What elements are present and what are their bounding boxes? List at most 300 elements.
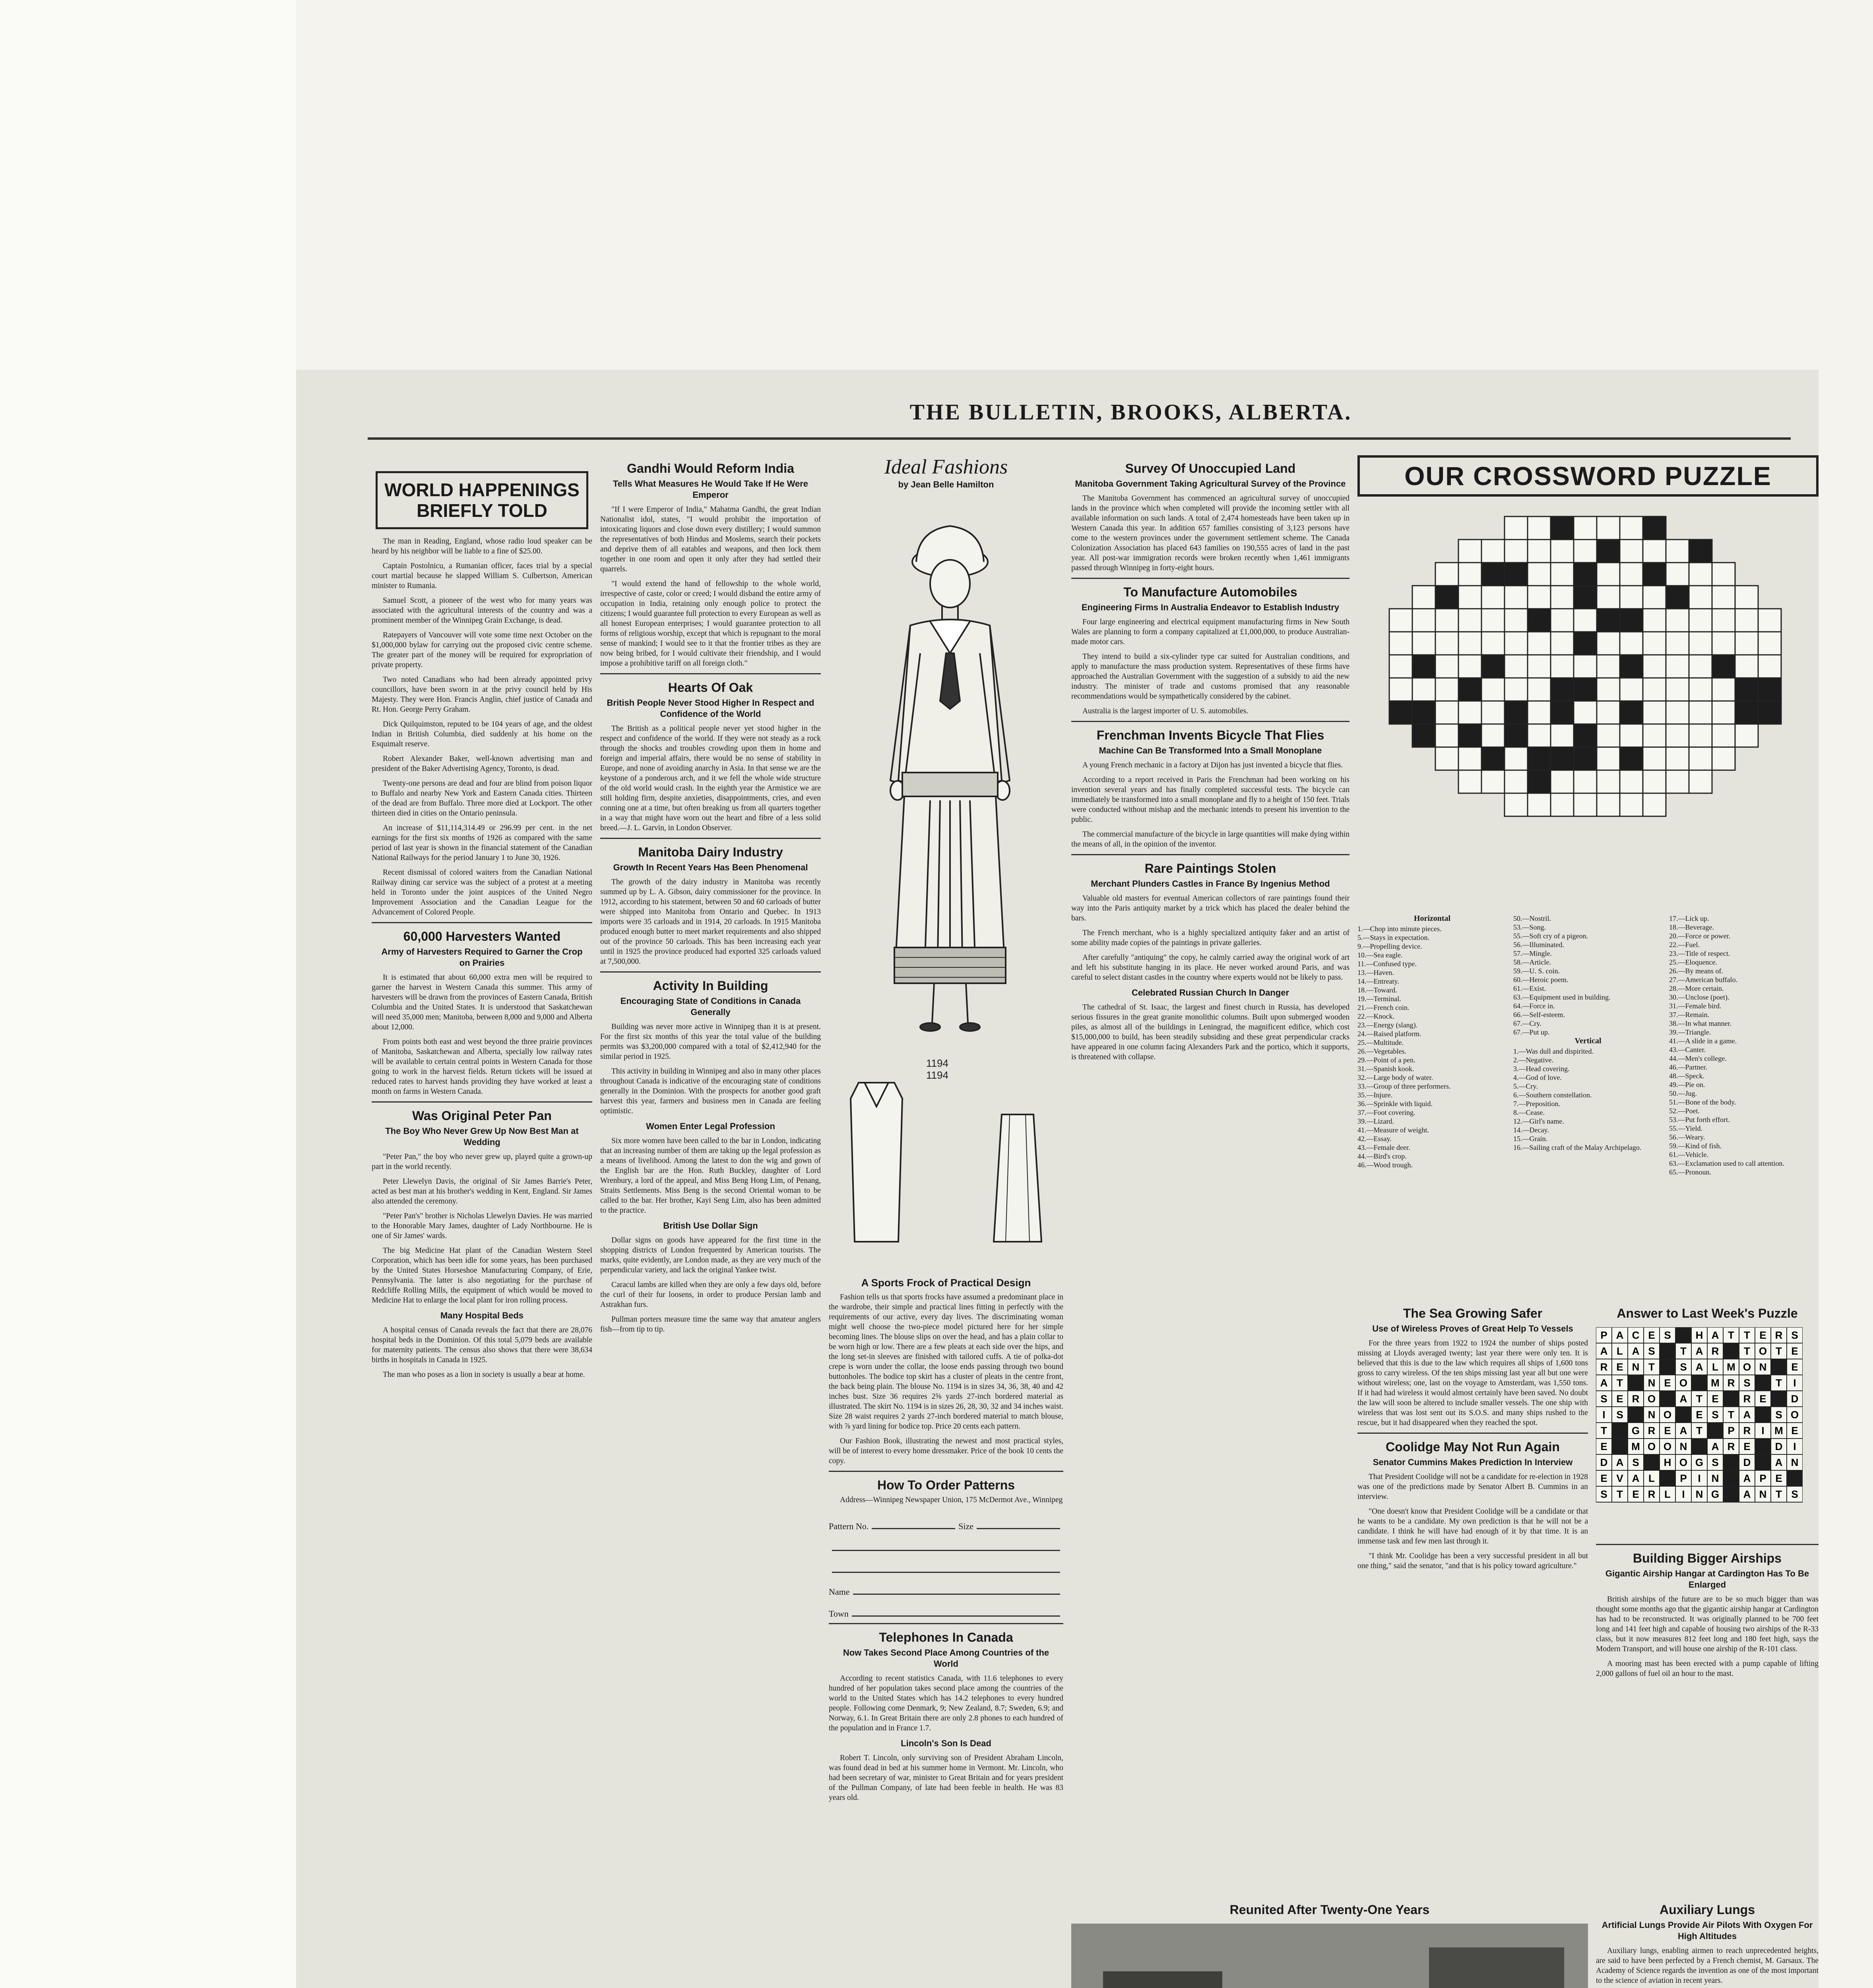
crossword-cell[interactable] — [1435, 747, 1458, 770]
crossword-cell[interactable] — [1505, 770, 1528, 793]
name-field[interactable] — [853, 1594, 1060, 1595]
article-divider — [829, 1471, 1063, 1472]
crossword-cell[interactable] — [1528, 632, 1551, 655]
crossword-cell[interactable] — [1458, 609, 1481, 632]
crossword-cell[interactable] — [1528, 724, 1551, 747]
blank-line[interactable] — [832, 1550, 1060, 1551]
crossword-cell[interactable] — [1620, 586, 1643, 609]
crossword-cell[interactable] — [1505, 632, 1528, 655]
crossword-block — [1551, 678, 1574, 701]
crossword-grid-area — [1357, 501, 1811, 914]
crossword-cell[interactable] — [1505, 793, 1528, 816]
crossword-block — [1551, 701, 1574, 724]
crossword-cell[interactable] — [1666, 747, 1689, 770]
answer-letter: T — [1728, 1408, 1734, 1421]
crossword-cell[interactable] — [1689, 563, 1712, 586]
crossword-cell[interactable] — [1666, 632, 1689, 655]
crossword-clue: 11.—Confused type. — [1357, 960, 1417, 968]
crossword-cell[interactable] — [1435, 655, 1458, 678]
crossword-cell[interactable] — [1620, 678, 1643, 701]
crossword-cell[interactable] — [1574, 609, 1597, 632]
article-paragraph: From points both east and west beyond the three prairie provinces of Manitoba, Saskatchewan and Alberta, specially low railway rates will be available to certain central points in Western Canada for those going to work in the harvest fields. Return tickets will be issued at reduced rates to harvest hands providing they have worked at least a month on farms in Western Canada. — [372, 1038, 592, 1096]
article-paragraph: Captain Postolnicu, a Rumanian officer, faces trial by a special court martial because he slapped William S. Culbertson, American minister to Rumania. — [372, 562, 592, 590]
crossword-cell[interactable] — [1574, 770, 1597, 793]
crossword-cell[interactable] — [1412, 632, 1435, 655]
crossword-clue: 2.—Negative. — [1513, 1056, 1553, 1064]
crossword-block — [1597, 540, 1620, 563]
crossword-cell[interactable] — [1758, 609, 1781, 632]
crossword-block — [1758, 701, 1781, 724]
crossword-cell[interactable] — [1758, 655, 1781, 678]
crossword-cell[interactable] — [1735, 724, 1758, 747]
answer-letter: T — [1744, 1345, 1750, 1357]
crossword-cell[interactable] — [1643, 793, 1666, 816]
article-paragraph: "One doesn't know that President Coolidge will be a candidate or that he wants to be a candidate. My own prediction is that he will not be a candidate. I think he will have had enough of it by that time. It is an immense task and few men last through it. — [1357, 1507, 1588, 1545]
answer-letter: S — [1600, 1488, 1607, 1500]
crossword-cell[interactable] — [1481, 540, 1505, 563]
answer-letter: P — [1600, 1329, 1607, 1341]
article-paragraph: Ratepayers of Vancouver will vote some time next October on the $1,000,000 bylaw for carrying out the proposed civic centre scheme. The greater part of the money will be required for expropriation of private property. — [372, 631, 592, 669]
answer-letter: E — [1791, 1361, 1798, 1373]
article-paragraph: Caracul lambs are killed when they are only a few days old, before the curl of their fur loosens, in order to produce Persian lamb and Astrakhan furs. — [600, 1281, 821, 1309]
crossword-clue: 14.—Decay. — [1513, 1126, 1549, 1134]
crossword-clue: 25.—Multitude. — [1357, 1039, 1404, 1046]
answer-letter: S — [1775, 1408, 1782, 1421]
answer-letter: V — [1616, 1472, 1623, 1484]
answer-letter: N — [1711, 1472, 1719, 1484]
article-subhead: Now Takes Second Place Among Countries of the World — [843, 1648, 1049, 1669]
crossword-cell[interactable] — [1551, 655, 1574, 678]
crossword-clue: 13.—Haven. — [1357, 969, 1394, 977]
crossword-block — [1666, 586, 1689, 609]
crossword-clue: 35.—Injure. — [1357, 1091, 1392, 1099]
article-subhead: Engineering Firms In Australia Endeavor to Establish Industry — [1081, 602, 1340, 612]
crossword-block — [1597, 609, 1620, 632]
article-paragraph: For the three years from 1922 to 1924 the number of ships posted missing at Lloyds averaged twenty; last year there were only ten. It is believed that this is due to the law which requires all ships of 1,600 tons gross to carry wireless. Of the ten ships missing last year all but one were without wireless; one, last on the voyage to Amsterdam, was 1,550 tons. If it had had wireless it would almost certainly have been saved. No doubt the law will soon be altered to include smaller vessels. The one ship with wireless that was lost sent out its S.O.S. and many ships rushed to the rescue, but it had disappeared when they reached the spot. — [1357, 1339, 1588, 1427]
crossword-cell[interactable] — [1505, 609, 1528, 632]
crossword-cell[interactable] — [1597, 770, 1620, 793]
crossword-cell[interactable] — [1643, 609, 1666, 632]
crossword-cell[interactable] — [1458, 563, 1481, 586]
crossword-block — [1458, 724, 1481, 747]
crossword-cell[interactable] — [1712, 563, 1735, 586]
answer-letter: P — [1680, 1472, 1687, 1484]
crossword-cell[interactable] — [1551, 586, 1574, 609]
crossword-cell[interactable] — [1389, 678, 1412, 701]
crossword-cell[interactable] — [1435, 701, 1458, 724]
crossword-cell[interactable] — [1458, 632, 1481, 655]
article-paragraph: This activity in building in Winnipeg and also in many other places throughout Canada is indicative of the encouraging state of conditions generally in the Dominion. With the prospects for another good graft harvest this year, farmers and business men in Canada are feeling optimistic. — [600, 1067, 821, 1115]
crossword-clue: 29.—Point of a pen. — [1357, 1056, 1415, 1064]
crossword-clue: 25.—Eloquence. — [1669, 958, 1717, 966]
crossword-cell[interactable] — [1597, 516, 1620, 540]
article-headline: WORLD HAPPENINGS BRIEFLY TOLD — [384, 480, 580, 521]
article-paragraph: The Manitoba Government has commenced an agricultural survey of unoccupied lands in the province which when completed will provide the incoming settler with all available information on such lands. A total of 2,474 homesteads have been taken up in Western Canada this year. In addition 657 families consisting of 3,123 persons have come to the western provinces under the government settlement scheme. The Canada Colonization Association has placed 643 families on 190,555 acres of land in the past year. All post-war immigration records were broken recently when 1,461 immigrants passed through Winnipeg in forty-eight hours. — [1071, 494, 1349, 572]
crossword-cell[interactable] — [1574, 655, 1597, 678]
crossword-cell[interactable] — [1574, 793, 1597, 816]
answer-letter: S — [1791, 1329, 1798, 1341]
answer-letter: E — [1759, 1329, 1766, 1341]
crossword-cell[interactable] — [1528, 678, 1551, 701]
crossword-cell[interactable] — [1735, 609, 1758, 632]
crossword-cell[interactable] — [1666, 770, 1689, 793]
crossword-cell[interactable] — [1458, 701, 1481, 724]
answer-letter: S — [1648, 1345, 1655, 1357]
crossword-cell[interactable] — [1666, 655, 1689, 678]
crossword-block — [1389, 701, 1412, 724]
crossword-cell[interactable] — [1481, 701, 1505, 724]
article-paragraph: Valuable old masters for eventual American collectors of rare paintings found their way into the Paris antiquity market by a trick which has placed the dealer behind the bars. — [1071, 894, 1349, 922]
article-paragraph: The commercial manufacture of the bicycle in large quantities will make dying within the means of all, in the opinion of the inventor. — [1071, 830, 1349, 848]
answer-letter: E — [1600, 1472, 1607, 1484]
crossword-cell[interactable] — [1435, 609, 1458, 632]
article-headline: Manitoba Dairy Industry — [638, 845, 783, 859]
crossword-cell[interactable] — [1620, 793, 1643, 816]
reunion-photograph — [1071, 1924, 1588, 1988]
order-form-row — [829, 1532, 1063, 1553]
crossword-cell[interactable] — [1666, 609, 1689, 632]
crossword-cell[interactable] — [1551, 770, 1574, 793]
crossword-cell[interactable] — [1458, 540, 1481, 563]
crossword-block — [1551, 747, 1574, 770]
answer-block — [1660, 1470, 1675, 1486]
crossword-cell[interactable] — [1528, 701, 1551, 724]
answer-letter: A — [1695, 1345, 1703, 1357]
article-headline: Frenchman Invents Bicycle That Flies — [1096, 728, 1324, 742]
answer-letter: L — [1712, 1361, 1718, 1373]
answer-letter: E — [1664, 1424, 1671, 1437]
crossword-clue: 1.—Was dull and dispirited. — [1513, 1047, 1594, 1055]
article-divider — [600, 971, 821, 973]
answer-letter: T — [1696, 1392, 1702, 1405]
clues-vertical-col-2 — [1669, 914, 1819, 1176]
crossword-block — [1412, 701, 1435, 724]
answer-letter: O — [1790, 1408, 1799, 1421]
crossword-cell[interactable] — [1712, 632, 1735, 655]
article-subhead: Manitoba Government Taking Agricultural Survey of the Province — [1075, 479, 1346, 489]
crossword-cell[interactable] — [1666, 540, 1689, 563]
answer-letter: A — [1616, 1329, 1624, 1341]
answer-letter: O — [1679, 1376, 1688, 1389]
crossword-cell[interactable] — [1620, 724, 1643, 747]
crossword-cell[interactable] — [1481, 609, 1505, 632]
answer-block — [1612, 1439, 1628, 1454]
crossword-block — [1574, 724, 1597, 747]
crossword-cell[interactable] — [1505, 678, 1528, 701]
article-paragraph: "If I were Emperor of India," Mahatma Gandhi, the great Indian Nationalist idol, states, "I would prohibit the importation of intoxicating liquors and close down every distillery; I would summon the representatives of both Hindus and Moslems, search their pockets and deprive them of all eatables and weapons, and then lock them together in one room and open it only after they had settled their quarrels. — [600, 505, 821, 573]
answer-letter: O — [1679, 1456, 1688, 1468]
crossword-cell[interactable] — [1758, 632, 1781, 655]
answer-letter: H — [1664, 1456, 1671, 1468]
crossword-clue: 48.—Speck. — [1669, 1072, 1704, 1080]
crossword-cell[interactable] — [1505, 516, 1528, 540]
crossword-clue: 55.—Yield. — [1669, 1124, 1702, 1132]
answer-letter: E — [1775, 1472, 1782, 1484]
crossword-cell[interactable] — [1597, 701, 1620, 724]
article-paragraph: Dollar signs on goods have appeared for the first time in the shopping districts of London frequented by American tourists. The marks, quite evidently, are London made, as they are very much of the perpendicular variety, and lack the original Yankee twist. — [600, 1236, 821, 1274]
article-paragraph: "Peter Pan's" brother is Nicholas Llewelyn Davies. He was married to the Honorable Mary James, daughter of Lady Northbourne. He is one of Sir James' wards. — [372, 1212, 592, 1240]
crossword-block — [1528, 747, 1551, 770]
answer-letter: T — [1617, 1488, 1623, 1500]
crossword-clue: 20.—Force or power. — [1669, 932, 1730, 940]
crossword-clue: 56.—Weary. — [1669, 1133, 1705, 1141]
crossword-clue: 23.—Title of respect. — [1669, 949, 1730, 957]
answer-block — [1755, 1375, 1771, 1391]
answer-letter: N — [1648, 1376, 1656, 1389]
answer-letter: T — [1680, 1345, 1687, 1357]
crossword-cell[interactable] — [1597, 586, 1620, 609]
answer-letter: I — [1793, 1376, 1796, 1389]
crossword-clue: 26.—By means of. — [1669, 967, 1723, 975]
crossword-cell[interactable] — [1712, 701, 1735, 724]
crossword-cell[interactable] — [1689, 632, 1712, 655]
fashion-illustration — [835, 494, 1057, 1274]
crossword-cell[interactable] — [1689, 747, 1712, 770]
crossword-cell[interactable] — [1481, 678, 1505, 701]
crossword-cell[interactable] — [1528, 516, 1551, 540]
crossword-cell[interactable] — [1389, 609, 1412, 632]
crossword-cell[interactable] — [1435, 678, 1458, 701]
answer-letter: T — [1776, 1345, 1782, 1357]
column-2 — [600, 455, 821, 1988]
crossword-clue: 42.—Essay. — [1357, 1135, 1392, 1143]
crossword-block — [1481, 563, 1505, 586]
crossword-cell[interactable] — [1551, 563, 1574, 586]
crossword-cell[interactable] — [1574, 516, 1597, 540]
article-subhead: Merchant Plunders Castles in France By Ingenius Method — [1091, 879, 1330, 889]
answer-letter: I — [1793, 1440, 1796, 1452]
crossword-cell[interactable] — [1712, 609, 1735, 632]
crossword-cell[interactable] — [1528, 540, 1551, 563]
answer-letter: E — [1696, 1408, 1703, 1421]
crossword-block — [1551, 516, 1574, 540]
crossword-block — [1574, 632, 1597, 655]
crossword-cell[interactable] — [1689, 770, 1712, 793]
article-paragraph: According to a report received in Paris the Frenchman had been working on his invention several years and has finally completed successful tests. The bicycle can immediately be transformed into a small monoplane and fly to a height of 150 feet. Trials were conducted without mishap and the mechanic intends to present his invention to the public. — [1071, 776, 1349, 824]
crossword-cell[interactable] — [1666, 563, 1689, 586]
article-paragraph: That President Coolidge will not be a candidate for re-election in 1928 was one of the predictions made by Senator Albert B. Cummins in an interview. — [1357, 1473, 1588, 1501]
crossword-cell[interactable] — [1689, 655, 1712, 678]
crossword-cell[interactable] — [1689, 678, 1712, 701]
clues-horizontal-col-2 — [1513, 914, 1663, 1176]
crossword-cell[interactable] — [1689, 586, 1712, 609]
crossword-cell[interactable] — [1620, 632, 1643, 655]
crossword-cell[interactable] — [1458, 655, 1481, 678]
crossword-cell[interactable] — [1481, 632, 1505, 655]
crossword-block — [1574, 563, 1597, 586]
crossword-cell[interactable] — [1620, 770, 1643, 793]
crossword-cell[interactable] — [1551, 632, 1574, 655]
article-paragraph: Peter Llewelyn Davis, the original of Sir James Barrie's Peter, acted as best man at his brother's wedding in Kent, England. Sir James also attended the ceremony. — [372, 1177, 592, 1206]
answer-letter: S — [1632, 1456, 1639, 1468]
crossword-cell[interactable] — [1412, 586, 1435, 609]
crossword-clues — [1357, 914, 1819, 1176]
crossword-cell[interactable] — [1643, 540, 1666, 563]
crossword-cell[interactable] — [1643, 701, 1666, 724]
crossword-cell[interactable] — [1551, 793, 1574, 816]
crossword-cell[interactable] — [1505, 586, 1528, 609]
crossword-cell[interactable] — [1689, 609, 1712, 632]
order-form-row — [829, 1597, 1063, 1619]
crossword-cell[interactable] — [1597, 632, 1620, 655]
crossword-cell[interactable] — [1689, 724, 1712, 747]
crossword-clue: 17.—Lick up. — [1669, 914, 1709, 922]
answer-block — [1707, 1423, 1723, 1439]
crossword-cell[interactable] — [1597, 724, 1620, 747]
article-headline: Building Bigger Airships — [1633, 1551, 1782, 1565]
crossword-cell[interactable] — [1435, 563, 1458, 586]
answer-letter: T — [1776, 1488, 1782, 1500]
answer-letter: O — [1663, 1440, 1672, 1452]
pattern-number-field[interactable] — [872, 1528, 955, 1529]
crossword-cell[interactable] — [1712, 678, 1735, 701]
crossword-clue: 59.—U. S. coin. — [1513, 967, 1560, 975]
crossword-grid[interactable] — [1357, 501, 1811, 914]
crossword-cell[interactable] — [1712, 586, 1735, 609]
crossword-cell[interactable] — [1505, 747, 1528, 770]
crossword-cell[interactable] — [1735, 632, 1758, 655]
clues-horizontal-col-1 — [1357, 914, 1507, 1176]
answer-letter: A — [1632, 1472, 1640, 1484]
blank-line[interactable] — [832, 1572, 1060, 1573]
answer-block — [1755, 1454, 1771, 1470]
crossword-cell[interactable] — [1666, 724, 1689, 747]
crossword-clue: 41.—A slide in a game. — [1669, 1037, 1737, 1045]
article-subhead: Growth In Recent Years Has Been Phenomenal — [613, 862, 808, 872]
crossword-clue: 58.—Article. — [1513, 958, 1551, 966]
crossword-cell[interactable] — [1458, 747, 1481, 770]
crossword-clue: 26.—Vegetables. — [1357, 1047, 1406, 1055]
crossword-cell[interactable] — [1528, 586, 1551, 609]
crossword-clue: 30.—Unclose (poet). — [1669, 993, 1730, 1001]
crossword-cell[interactable] — [1574, 540, 1597, 563]
article-paragraph: The man who poses as a lion in society is usually a bear at home. — [383, 1371, 585, 1379]
answer-letter: R — [1600, 1361, 1608, 1373]
crossword-clue: 18.—Beverage. — [1669, 923, 1714, 931]
answer-letter: R — [1727, 1440, 1735, 1452]
crossword-cell[interactable] — [1620, 563, 1643, 586]
crossword-cell[interactable] — [1689, 701, 1712, 724]
answer-letter: A — [1600, 1345, 1608, 1357]
answer-letter: O — [1759, 1345, 1767, 1357]
article-headline: Answer to Last Week's Puzzle — [1617, 1306, 1798, 1320]
crossword-block — [1528, 609, 1551, 632]
crossword-cell[interactable] — [1528, 655, 1551, 678]
crossword-cell[interactable] — [1435, 632, 1458, 655]
article-paragraph: The big Medicine Hat plant of the Canadian Western Steel Corporation, which has been idle for some years, has been purchased by the United States Horseshoe Manufacturing Company, of Erie, Pennsylvania. The latter is also negotiating for the purchase of Redcliffe Rolling Mills, the equipment of which would be moved to Medicine Hat to enlarge the local plant for iron rolling process. — [372, 1246, 592, 1305]
crossword-cell[interactable] — [1712, 724, 1735, 747]
crossword-clue: 56.—Illuminated. — [1513, 941, 1564, 949]
crossword-clue: 24.—Raised platform. — [1357, 1030, 1421, 1038]
crossword-cell[interactable] — [1481, 724, 1505, 747]
article-paragraph: The British as a political people never yet stood higher in the respect and confidence of the world. If they were not steady as a rock through the shocks and troubles crowding upon them in home and foreign and imperial affairs, there would be no sense of stability in Europe, and none of avoiding anarchy in Asia. In that sense we are the keystone of a ponderous arch, and it we fell the whole wide structure of the old world would crash. In the eighth year the Armistice we are still holding firm, despite anxieties, disappointments, cries, and even conning one at a time, but often breaking us from all quarters together in a way that might have worn out the heart and fibre of a less solid breed.—J. L. Garvin, in London Observer. — [600, 724, 821, 832]
crossword-clue: 37.—Foot covering. — [1357, 1109, 1415, 1116]
crossword-cell[interactable] — [1597, 747, 1620, 770]
answer-letter: D — [1743, 1456, 1751, 1468]
crossword-cell[interactable] — [1643, 747, 1666, 770]
crossword-cell[interactable] — [1643, 678, 1666, 701]
article-paragraph: Australia is the largest importer of U. S. automobiles. — [1082, 707, 1249, 715]
answer-letter: N — [1632, 1361, 1640, 1373]
article-headline: Coolidge May Not Run Again — [1386, 1440, 1560, 1454]
answer-letter: N — [1759, 1488, 1767, 1500]
crossword-cell[interactable] — [1643, 586, 1666, 609]
crossword-clue: 55.—Soft cry of a pigeon. — [1513, 932, 1588, 940]
answer-letter: R — [1743, 1424, 1751, 1437]
crossword-cell[interactable] — [1481, 586, 1505, 609]
crossword-cell[interactable] — [1528, 793, 1551, 816]
article-headline: Lincoln's Son Is Dead — [901, 1738, 991, 1748]
crossword-clue: 61.—Vehicle. — [1669, 1151, 1708, 1159]
answer-letter: D — [1600, 1456, 1608, 1468]
crossword-block — [1643, 516, 1666, 540]
article-headline: How To Order Patterns — [877, 1478, 1015, 1492]
crossword-cell[interactable] — [1528, 563, 1551, 586]
crossword-cell[interactable] — [1435, 724, 1458, 747]
article-headline: Auxiliary Lungs — [1659, 1903, 1755, 1917]
crossword-cell[interactable] — [1412, 678, 1435, 701]
crossword-cell[interactable] — [1458, 586, 1481, 609]
crossword-cell[interactable] — [1389, 632, 1412, 655]
answer-block — [1723, 1486, 1739, 1502]
crossword-clue: 5.—Stays in expectation. — [1357, 934, 1429, 942]
crossword-cell[interactable] — [1597, 655, 1620, 678]
article-paragraph: Twenty-one persons are dead and four are blind from poison liquor to Buffalo and nearby New York and Eastern Canada cities. Thirteen of the dead are from Buffalo. Three more died at Lockport. The other thirteen died in cities on the Ontario peninsula. — [372, 779, 592, 817]
article-headline: Was Original Peter Pan — [412, 1109, 552, 1123]
crossword-cell[interactable] — [1505, 540, 1528, 563]
crossword-cell[interactable] — [1666, 678, 1689, 701]
town-field[interactable] — [852, 1615, 1060, 1617]
article-paragraph: Our Fashion Book, illustrating the newest and most practical styles, will be of interest to every home dressmaker. Price of the book 10 cents the copy. — [829, 1437, 1063, 1465]
article-paragraph: The cathedral of St. Isaac, the largest and finest church in Russia, has developed serious fissures in the great granite monolithic columns. Built upon submerged wooden piles, as almost all of the buildings in Leningrad, the magnificent edifice, which cost $15,000,000 to build, has been steadily subsiding and these great perpendicular cracks have appeared in one column facing Alexanders Park and the portico, which it supports, is threatened with collapse. — [1071, 1003, 1349, 1061]
crossword-cell[interactable] — [1551, 540, 1574, 563]
crossword-block — [1689, 540, 1712, 563]
crossword-cell[interactable] — [1643, 632, 1666, 655]
crossword-cell[interactable] — [1551, 724, 1574, 747]
answer-letter: R — [1727, 1376, 1735, 1389]
crossword-cell[interactable] — [1666, 701, 1689, 724]
crossword-cell[interactable] — [1643, 724, 1666, 747]
crossword-cell[interactable] — [1551, 609, 1574, 632]
crossword-cell[interactable] — [1505, 655, 1528, 678]
article-paragraph: After carefully "antiquing" the copy, he calmly carried away the original work of art and left his substitute hanging in its place. He never worked around Paris, and was careful to select distant castles in the country where experts would not be likely to pass. — [1071, 953, 1349, 982]
crossword-cell[interactable] — [1389, 655, 1412, 678]
crossword-cell[interactable] — [1620, 516, 1643, 540]
crossword-cell[interactable] — [1458, 770, 1481, 793]
crossword-cell[interactable] — [1574, 701, 1597, 724]
article-paragraph: They intend to build a six-cylinder type car suited for Australian conditions, and apply to manufacture the mass production system. Representatives of these firms have approached the Australian Government with the suggestion of a subsidy to aid the new industry. The minister of trade and customs promised that any reasonable recommendations would be sympathetically considered by the cabinet. — [1071, 652, 1349, 701]
crossword-cell[interactable] — [1412, 609, 1435, 632]
crossword-cell[interactable] — [1597, 563, 1620, 586]
article-paragraph: A mooring mast has been erected with a pump capable of lifting 2,000 gallons of fuel oil an hour to the mast. — [1596, 1660, 1819, 1678]
answer-letter: R — [1775, 1329, 1783, 1341]
fashion-logo: Ideal Fashions — [884, 456, 1008, 478]
crossword-cell[interactable] — [1597, 793, 1620, 816]
crossword-cell[interactable] — [1597, 678, 1620, 701]
article-paragraph: Fashion tells us that sports frocks have assumed a predominant place in the wardrobe, their simple and practical lines fitting in perfectly with the requirements of our active, every day lives. The discriminating woman might well choose the two-piece model pictured here for her simple becoming lines. The blouse slips on over the head, and has a plain collar to be worn high or low. There are a few pleats at each side over the hips, and the long set-in sleeves are finished with tailored cuffs. A tie of polka-dot crepe is worn under the collar, the loose ends passing through two bound buttonholes. The bodice top skirt has a cluster of pleats in the centre front, the back being plain. The blouse No. 1194 is in sizes 34, 36, 38, 40 and 42 inches bust. Size 36 requires 2⅝ yards 27-inch bordered material as illustrated. The skirt No. 1194 is in sizes 26, 28, 30, 32 and 34 inches waist. Size 28 waist requires 2 yards 27-inch bordered material to match blouse, with ⅞ yard lining for bodice top. Price 20 cents each pattern. — [829, 1293, 1063, 1431]
crossword-cell[interactable] — [1735, 586, 1758, 609]
size-field[interactable] — [977, 1528, 1060, 1529]
crossword-cell[interactable] — [1712, 747, 1735, 770]
crossword-cell[interactable] — [1643, 770, 1666, 793]
crossword-cell[interactable] — [1620, 540, 1643, 563]
crossword-block — [1458, 678, 1481, 701]
answer-letter: E — [1648, 1329, 1655, 1341]
page-margin-left — [0, 0, 296, 1988]
crossword-cell[interactable] — [1735, 655, 1758, 678]
crossword-cell[interactable] — [1643, 655, 1666, 678]
crossword-cell[interactable] — [1481, 770, 1505, 793]
